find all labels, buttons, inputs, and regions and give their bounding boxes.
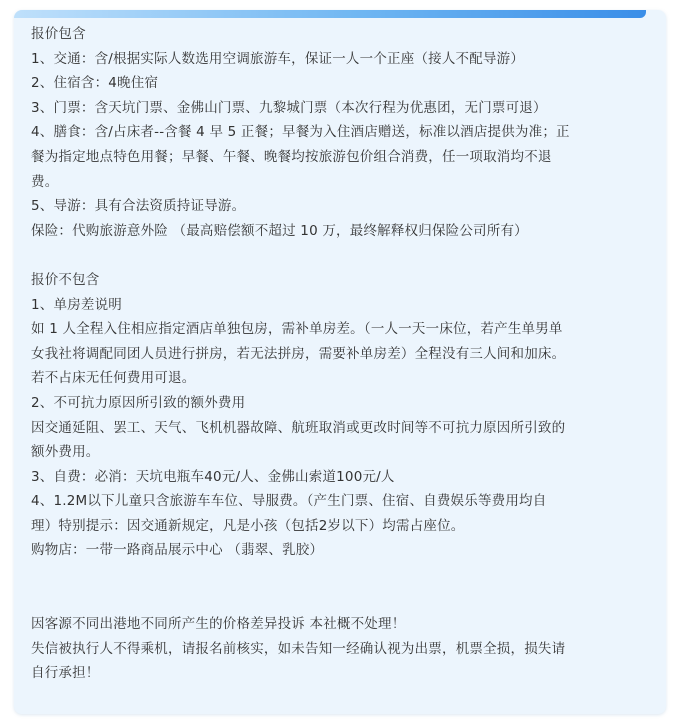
- included-transport: 1、交通：含/根据实际人数选用空调旅游车，保证一人一个正座（接人不配导游）: [31, 50, 525, 67]
- excluded-force-majeure-heading: 2、不可抗力原因所引致的额外费用: [31, 394, 246, 411]
- excluded-single-room-line-3: 若不占床无任何费用可退。: [31, 370, 196, 387]
- excluded-title: 报价不包含: [31, 271, 100, 288]
- notice-price-complaint: 因客源不同出港地不同所产生的价格差异投诉 本社概不处理！: [31, 616, 406, 633]
- excluded-single-room-line-1: 如 1 人全程入住相应指定酒店单独包房，需补单房差。（一人一天一床位，若产生单男单: [31, 321, 563, 338]
- excluded-self-paid: 3、自费：必消：天坑电瓶车40元/人、金佛山索道100元/人: [31, 468, 395, 485]
- header-accent-bar: [14, 10, 646, 18]
- section-spacer: [31, 243, 659, 268]
- excluded-children-line-1: 4、1.2M以下儿童只含旅游车车位、导服费。（产生门票、住宿、自费娱乐等费用均自: [31, 493, 547, 510]
- notice-dishonest-line-2: 自行承担！: [31, 665, 100, 682]
- tour-details-card: [14, 10, 666, 714]
- tour-details-content: [31, 22, 659, 686]
- excluded-single-room-heading: 1、单房差说明: [31, 296, 122, 313]
- included-tickets: 3、门票：含天坑门票、金佛山门票、九黎城门票（本次行程为优惠团，无门票可退）: [31, 99, 547, 116]
- included-meals-line-1: 4、膳食：含/占床者--含餐 4 早 5 正餐；早餐为入住酒店赠送，标准以酒店提供为准；正: [31, 124, 570, 141]
- excluded-children-line-2: 理）特别提示：因交通新规定，凡是小孩（包括2岁以下）均需占座位。: [31, 517, 465, 534]
- excluded-shopping: 购物店：一带一路商品展示中心 （翡翠、乳胶）: [31, 542, 324, 559]
- excluded-force-majeure-line-1: 因交通延阻、罢工、天气、飞机机器故障、航班取消或更改时间等不可抗力原因所引致的: [31, 419, 566, 436]
- included-title: 报价包含: [31, 26, 86, 42]
- excluded-single-room-line-2: 女我社将调配同团人员进行拼房，若无法拼房，需要补单房差）全程没有三人间和加床。: [31, 345, 566, 362]
- included-insurance: 保险：代购旅游意外险 （最高赔偿额不超过 10 万，最终解释权归保险公司所有）: [31, 222, 528, 239]
- excluded-force-majeure-line-2: 额外费用。: [31, 444, 100, 461]
- included-guide: 5、导游：具有合法资质持证导游。: [31, 198, 246, 215]
- included-lodging: 2、住宿含：4晚住宿: [31, 75, 159, 92]
- notice-dishonest-line-1: 失信被执行人不得乘机，请报名前核实，如未告知一经确认视为出票，机票全损，损失请: [31, 640, 566, 657]
- included-meals-line-3: 费。: [31, 173, 59, 190]
- section-spacer: [31, 563, 659, 612]
- included-meals-line-2: 餐为指定地点特色用餐；早餐、午餐、晚餐均按旅游包价组合消费，任一项取消均不退: [31, 148, 552, 165]
